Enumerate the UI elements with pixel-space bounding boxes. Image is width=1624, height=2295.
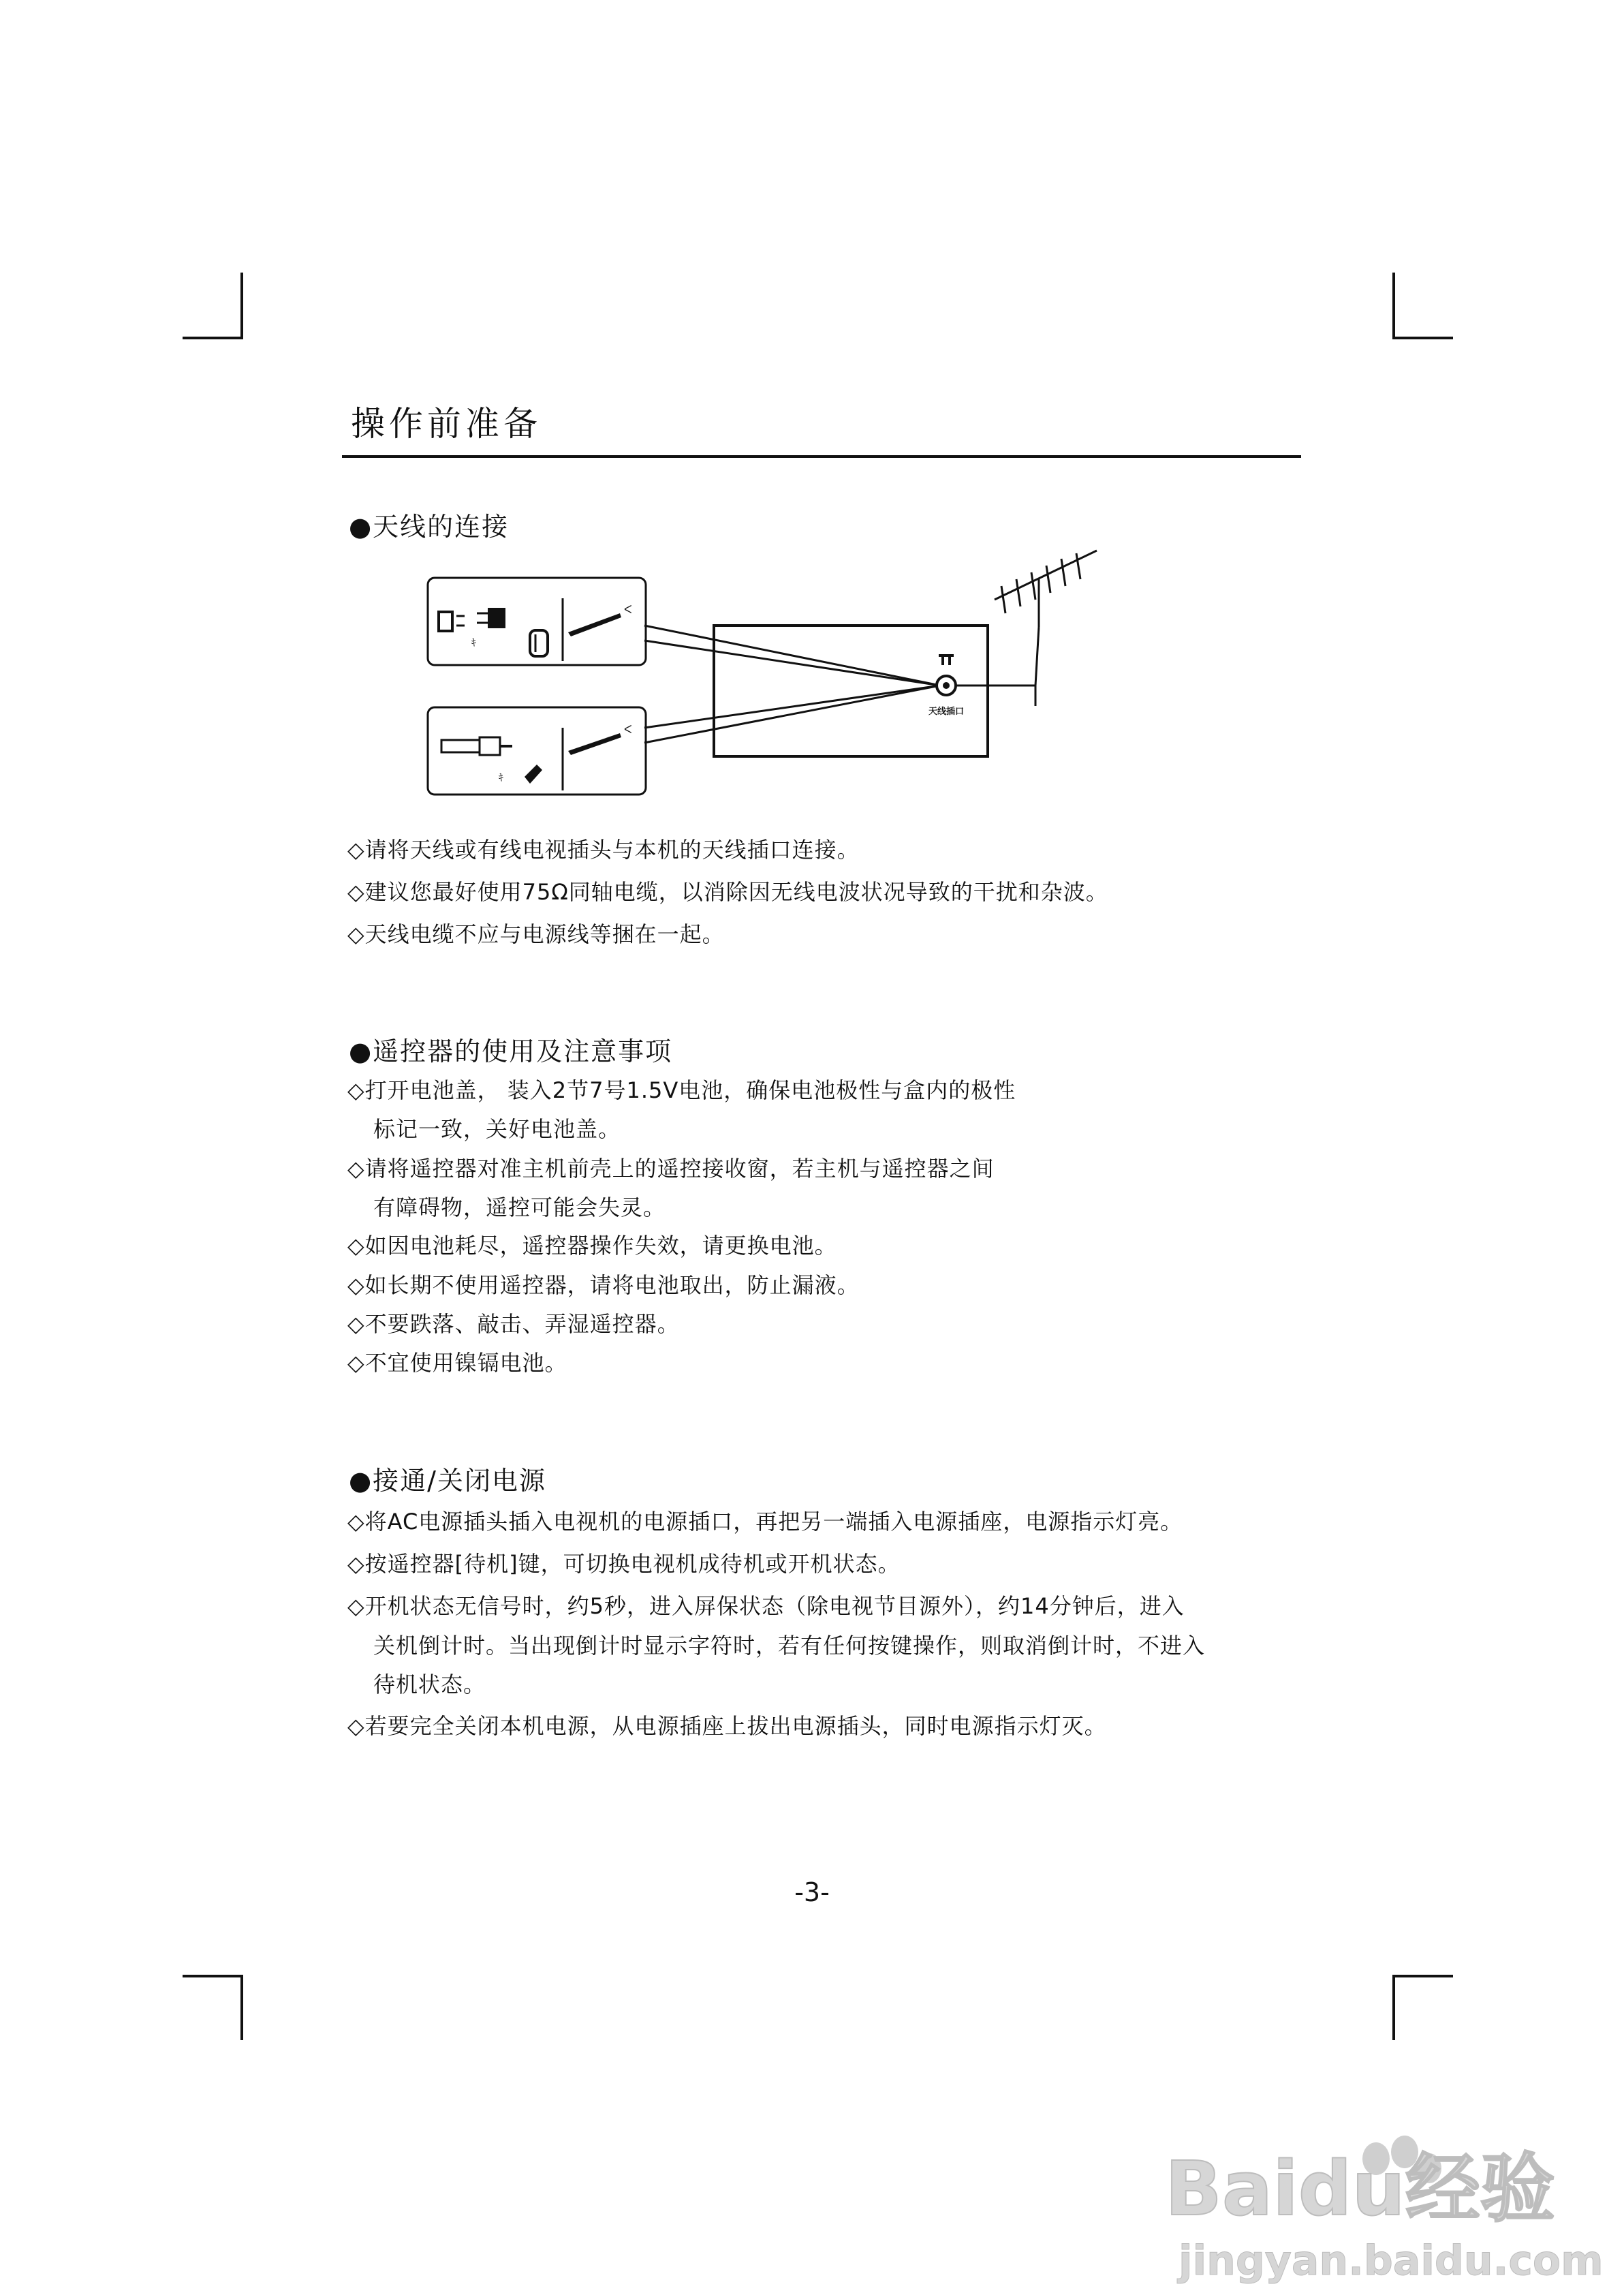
svg-text:ｷ: ｷ xyxy=(471,638,476,649)
crop-mark-top-right-v xyxy=(1392,273,1395,338)
crop-mark-bottom-left-h xyxy=(183,1975,243,1977)
antenna-note-1: ◇请将天线或有线电视插头与本机的天线插口连接。 xyxy=(347,837,860,863)
remote-note-5: ◇不要跌落、敲击、弄湿遥控器。 xyxy=(347,1311,680,1337)
antenna-heading: ●天线的连接 xyxy=(349,512,510,542)
twin-lead-plug-icon xyxy=(439,608,505,649)
remote-note-3: ◇如因电池耗尽，遥控器操作失效，请更换电池。 xyxy=(347,1233,837,1259)
baidu-jingyan-watermark xyxy=(1151,2126,1614,2290)
remote-note-1: ◇打开电池盖， 装入2节7号1.5V电池，确保电池极性与盒内的极性 xyxy=(347,1077,1016,1103)
coax-cable-icon xyxy=(441,737,512,784)
svg-text:ᐸ: ᐸ xyxy=(624,723,632,736)
antenna-port-icon xyxy=(937,656,956,695)
antenna-connection-diagram xyxy=(422,545,1117,804)
crop-mark-bottom-right-v xyxy=(1392,1975,1395,2040)
power-note-3-cont-2: 待机状态。 xyxy=(373,1672,486,1697)
power-heading: ●接通/关闭电源 xyxy=(349,1466,546,1496)
svg-text:ᐸ: ᐸ xyxy=(624,603,632,616)
crop-mark-top-right-h xyxy=(1392,337,1453,339)
power-note-1: ◇将AC电源插头插入电视机的电源插口，再把另一端插入电源插座，电源指示灯亮。 xyxy=(347,1509,1183,1535)
crop-mark-top-left-v xyxy=(240,273,243,338)
watermark-brand: Baidu经验 xyxy=(1165,2145,1555,2232)
remote-note-2: ◇请将遥控器对准主机前壳上的遥控接收窗，若主机与遥控器之间 xyxy=(347,1156,995,1182)
page-title: 操作前准备 xyxy=(351,404,542,444)
antenna-note-2: ◇建议您最好使用75Ω同轴电缆，以消除因无线电波状况导致的干扰和杂波。 xyxy=(347,879,1108,905)
coax-inset-box xyxy=(428,707,646,795)
power-note-4: ◇若要完全关闭本机电源，从电源插座上拔出电源插头，同时电源指示灯灭。 xyxy=(347,1713,1107,1739)
antenna-note-3: ◇天线电缆不应与电源线等捆在一起。 xyxy=(347,921,725,947)
crop-mark-bottom-right-h xyxy=(1392,1975,1453,1977)
power-note-3: ◇开机状态无信号时，约5秒，进入屏保状态（除电视节目源外），约14分钟后，进入 xyxy=(347,1593,1185,1619)
watermark-url: jingyan.baidu.com xyxy=(1178,2237,1604,2285)
antenna-port-label: 天线插口 xyxy=(928,707,965,717)
remote-heading: ●遥控器的使用及注意事项 xyxy=(349,1036,673,1066)
lower-plug-arrow-icon xyxy=(568,733,621,755)
balun-adapter-icon xyxy=(530,630,548,656)
remote-note-1-cont: 标记一致，关好电池盖。 xyxy=(373,1116,621,1142)
crop-mark-top-left-h xyxy=(183,337,243,339)
remote-note-6: ◇不宜使用镍镉电池。 xyxy=(347,1350,567,1376)
upper-plug-arrow-icon xyxy=(568,613,621,636)
title-rule xyxy=(342,455,1301,458)
power-note-3-cont: 关机倒计时。当出现倒计时显示字符时，若有任何按键操作，则取消倒计时，不进入 xyxy=(373,1633,1206,1659)
svg-text:ｷ: ｷ xyxy=(499,773,503,784)
coax-plug-icon xyxy=(525,765,542,784)
remote-note-4: ◇如长期不使用遥控器，请将电池取出，防止漏液。 xyxy=(347,1272,860,1298)
remote-note-2-cont: 有障碍物，遥控可能会失灵。 xyxy=(373,1195,666,1220)
crop-mark-bottom-left-v xyxy=(240,1975,243,2040)
power-note-2: ◇按遥控器[待机]键，可切换电视机成待机或开机状态。 xyxy=(347,1551,901,1577)
yagi-antenna-icon xyxy=(995,551,1097,627)
page-number: -3- xyxy=(794,1877,830,1907)
